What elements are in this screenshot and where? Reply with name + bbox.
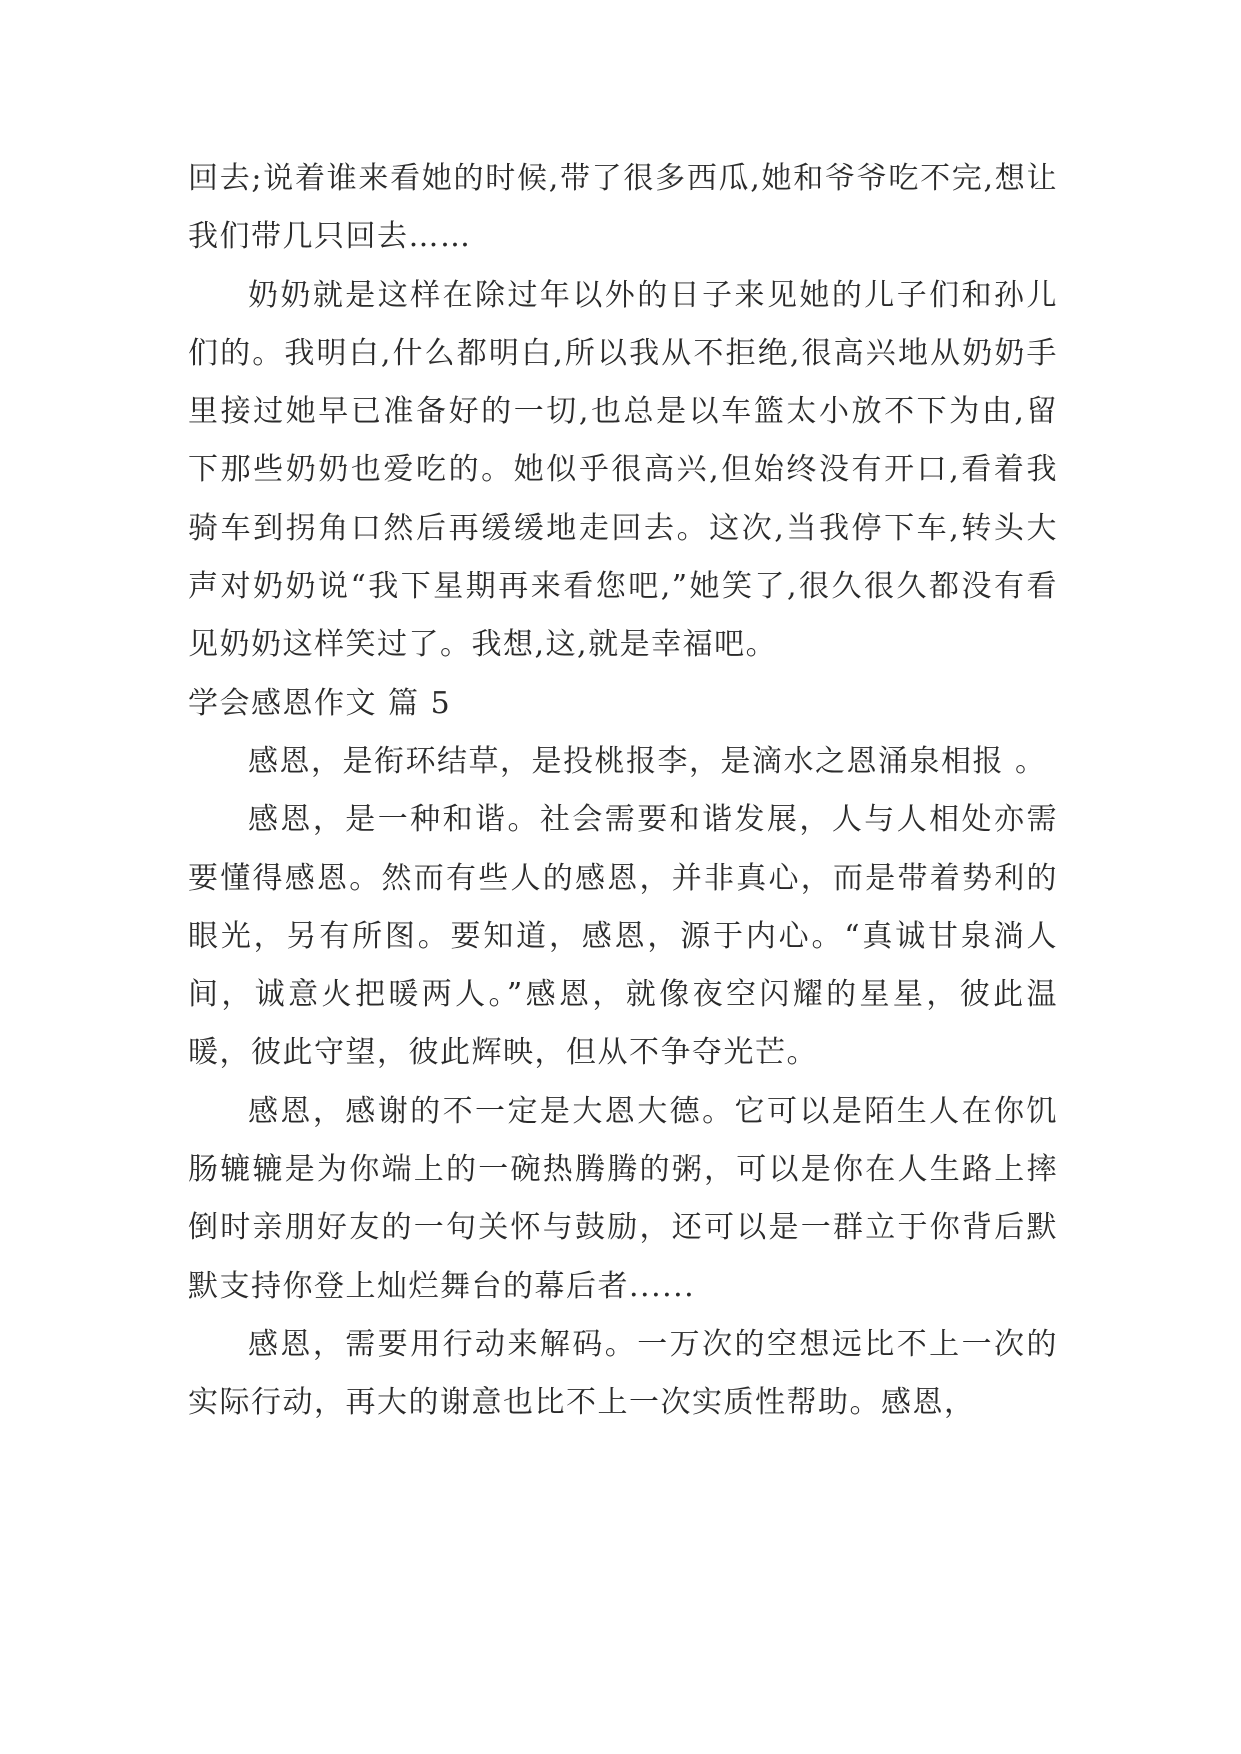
paragraph-gratitude-intro: 感恩，是衔环结草，是投桃报李，是滴水之恩涌泉相报 。 — [248, 743, 1047, 779]
paragraph-gratitude-action: 感恩，需要用行动来解码。一万次的空想远比不上一次的实际行动，再大的谢意也比不上一次实质性帮助。感恩， — [188, 1326, 1058, 1421]
document-page — [188, 150, 1058, 1433]
paragraph-gratitude-small-things: 感恩，感谢的不一定是大恩大德。它可以是陌生人在你饥肠辘辘是为你端上的一碗热腾腾的粥，可以是你在人生路上摔倒时亲朋好友的一句关怀与鼓励，还可以是一群立于你背后默默支持你登上灿烂舞台的幕后者...... — [188, 1093, 1058, 1304]
paragraph-gratitude-harmony: 感恩，是一种和谐。社会需要和谐发展，人与人相处亦需要懂得感恩。然而有些人的感恩，并非真心，而是带着势利的眼光，另有所图。要知道，感恩，源于内心。“真诚甘泉淌人间，诚意火把暖两人。”感恩，就像夜空闪耀的星星，彼此温暖，彼此守望，彼此辉映，但从不争夺光芒。 — [188, 802, 1058, 1071]
section-heading: 学会感恩作文 篇 5 — [188, 685, 452, 721]
paragraph-continuation: 回去;说着谁来看她的时候,带了很多西瓜,她和爷爷吃不完,想让我们带几只回去…… — [188, 161, 1058, 255]
paragraph-grandma: 奶奶就是这样在除过年以外的日子来见她的儿子们和孙儿们的。我明白,什么都明白,所以我从不拒绝,很高兴地从奶奶手里接过她早已准备好的一切,也总是以车篮太小放不下为由,留下那些奶奶也爱吃的。她似乎很高兴,但始终没有开口,看着我骑车到拐角口然后再缓缓地走回去。这次,当我停下车,转头大声对奶奶说“我下星期再来看您吧,”她笑了,很久很久都没有看见奶奶这样笑过了。我想,这,就是幸福吧。 — [188, 277, 1058, 663]
